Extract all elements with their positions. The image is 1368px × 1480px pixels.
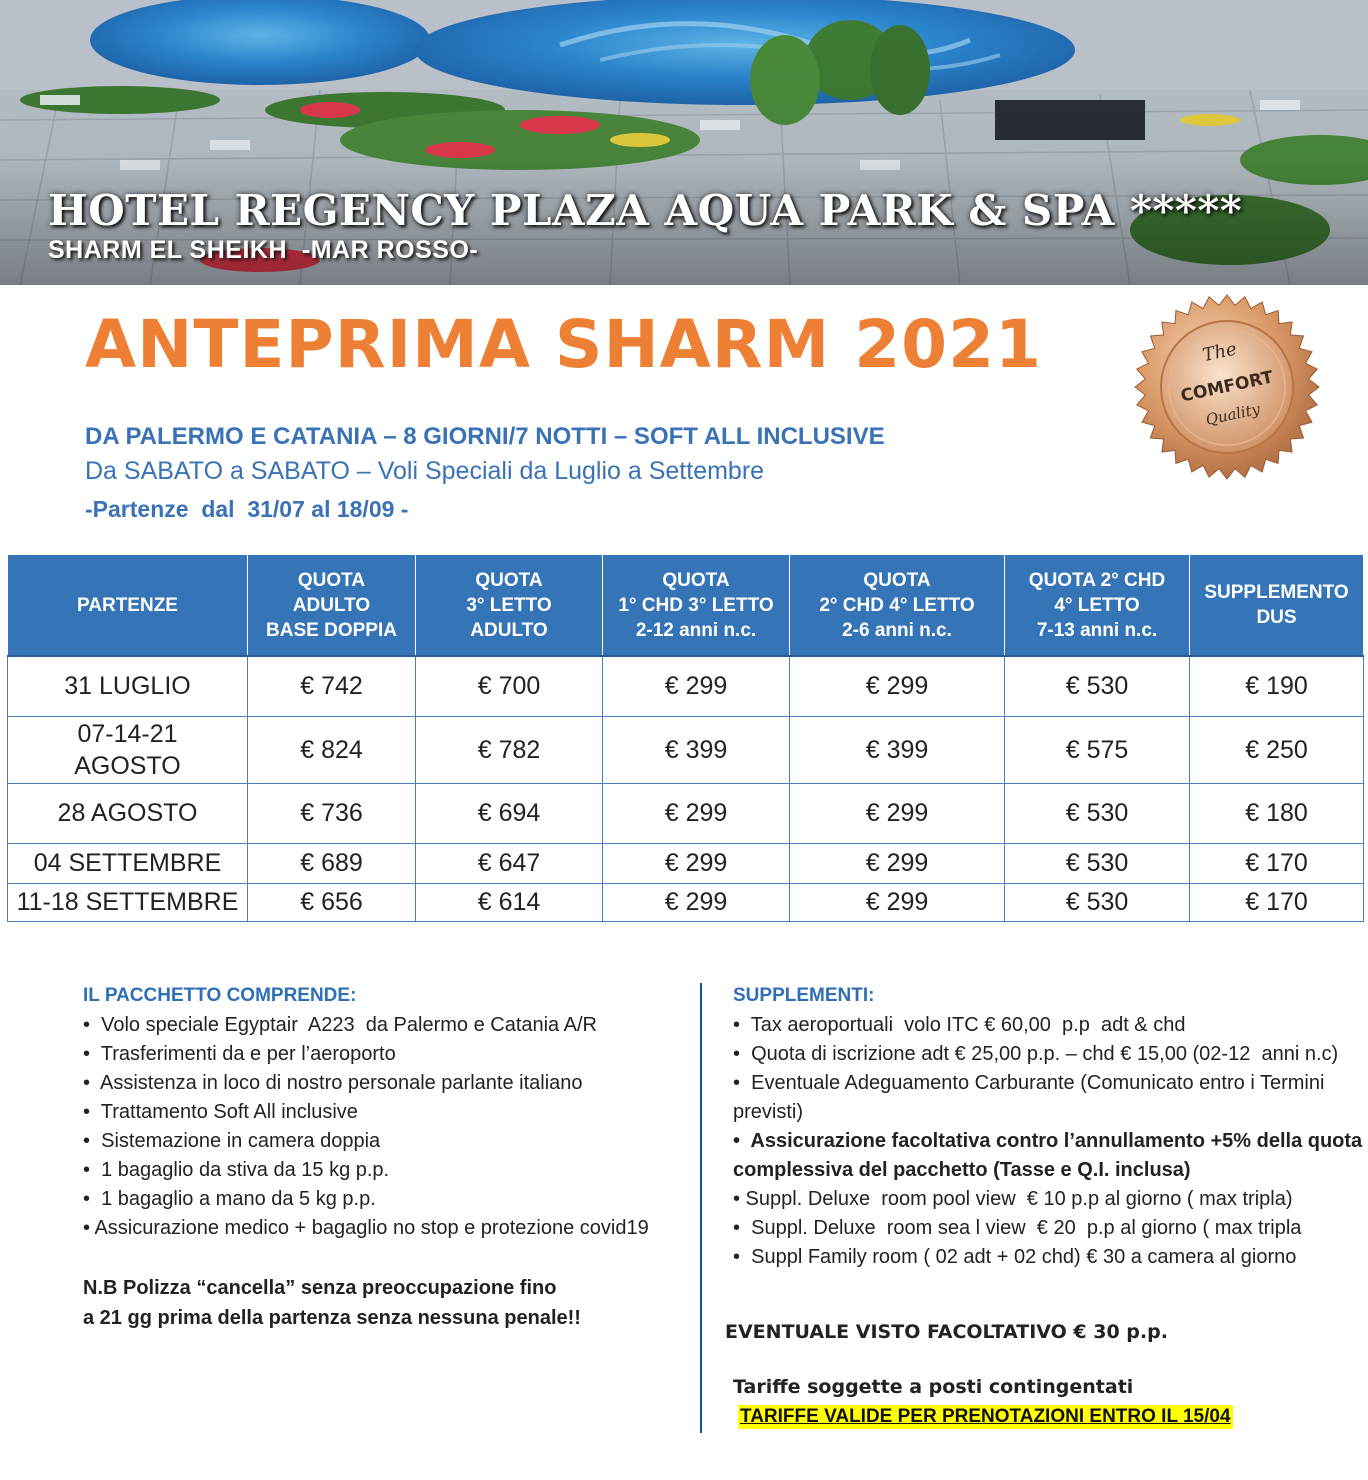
price-cell: € 299 [790,843,1005,883]
price-cell: € 250 [1190,716,1364,783]
price-table [7,554,1364,922]
list-item: • Eventuale Adeguamento Carburante (Comunicato entro i Termini previsti) [733,1072,1330,1123]
price-cell: € 694 [416,783,603,843]
list-item: • Sistemazione in camera doppia [83,1130,381,1152]
hotel-location: SHARM EL SHEIKH -MAR ROSSO- [48,236,479,264]
table-row [8,656,1364,716]
validity-notice: TARIFFE VALIDE PER PRENOTAZIONI ENTRO IL 15/04 [740,1406,1231,1427]
hero-banner [0,0,1368,285]
package-list [83,1011,673,1243]
list-item: • Assicurazione medico + bagaglio no stop e protezione covid19 [83,1217,649,1239]
price-cell: € 742 [248,656,416,716]
column-header: QUOTA ADULTO BASE DOPPIA [248,555,416,657]
price-cell: € 299 [790,883,1005,921]
package-title: IL PACCHETTO COMPRENDE: [83,985,357,1006]
price-cell: € 170 [1190,883,1364,921]
list-item: • Suppl. Deluxe room sea l view € 20 p.p al giorno ( max tripla [733,1217,1302,1239]
list-item: • 1 bagaglio da stiva da 15 kg p.p. [83,1159,390,1181]
price-cell: € 299 [603,843,790,883]
column-header: QUOTA 2° CHD 4° LETTO 2-6 anni n.c. [790,555,1005,657]
price-cell: € 736 [248,783,416,843]
svg-text:Quality: Quality [1204,399,1262,429]
list-item: • Trasferimenti da e per l’aeroporto [83,1043,396,1065]
departure-date-cell: 04 SETTEMBRE [8,843,248,883]
list-item: • Suppl. Deluxe room pool view € 10 p.p al giorno ( max tripla) [733,1188,1293,1210]
table-header-row [8,555,1364,657]
price-cell: € 530 [1005,656,1190,716]
column-header: SUPPLEMENTO DUS [1190,555,1364,657]
column-divider [700,983,702,1433]
days-info: Da SABATO a SABATO – Voli Speciali da Luglio a Settembre [85,457,765,485]
rates-note: Tariffe soggette a posti contingentati [733,1376,1134,1398]
price-cell: € 299 [603,656,790,716]
supplements-list [733,1011,1368,1272]
price-cell: € 575 [1005,716,1190,783]
price-cell: € 614 [416,883,603,921]
price-cell: € 399 [603,716,790,783]
price-cell: € 824 [248,716,416,783]
column-header: PARTENZE [8,555,248,657]
visa-note: EVENTUALE VISTO FACOLTATIVO € 30 p.p. [725,1321,1168,1343]
column-header: QUOTA 3° LETTO ADULTO [416,555,603,657]
list-item: • Tax aeroportuali volo ITC € 60,00 p.p adt & chd [733,1014,1186,1036]
departure-date-cell: 28 AGOSTO [8,783,248,843]
price-cell: € 700 [416,656,603,716]
list-item: • Assistenza in loco di nostro personale parlante italiano [83,1072,583,1094]
price-cell: € 180 [1190,783,1364,843]
price-cell: € 689 [248,843,416,883]
package-section [83,983,673,1333]
list-item: • Assicurazione facoltativa contro l’annullamento +5% della quota complessiva del pacchetto (Tasse e Q.I. inclusa) [733,1130,1368,1181]
price-cell: € 530 [1005,843,1190,883]
price-cell: € 170 [1190,843,1364,883]
price-cell: € 299 [790,783,1005,843]
table-row [8,843,1364,883]
price-cell: € 399 [790,716,1005,783]
list-item: • Trattamento Soft All inclusive [83,1101,358,1123]
svg-text:The: The [1200,338,1239,367]
list-item: • Suppl Family room ( 02 adt + 02 chd) € 30 a camera al giorno [733,1246,1297,1268]
list-item: • Volo speciale Egyptair A223 da Palermo e Catania A/R [83,1014,597,1036]
table-row [8,883,1364,921]
column-header: QUOTA 2° CHD 4° LETTO 7-13 anni n.c. [1005,555,1190,657]
departure-date-cell: 11-18 SETTEMBRE [8,883,248,921]
price-cell: € 530 [1005,783,1190,843]
supplements-title: SUPPLEMENTI: [733,985,875,1006]
list-item: • 1 bagaglio a mano da 5 kg p.p. [83,1188,376,1210]
svg-text:COMFORT: COMFORT [1179,367,1275,407]
price-cell: € 299 [603,783,790,843]
price-cell: € 530 [1005,883,1190,921]
departure-date-cell: 07-14-21 AGOSTO [8,716,248,783]
list-item: • Quota di iscrizione adt € 25,00 p.p. – chd € 15,00 (02-12 anni n.c) [733,1043,1339,1065]
price-cell: € 299 [603,883,790,921]
price-cell: € 299 [790,656,1005,716]
price-cell: € 647 [416,843,603,883]
route-info: DA PALERMO E CATANIA – 8 GIORNI/7 NOTTI – SOFT ALL INCLUSIVE [85,423,885,450]
page-title: ANTEPRIMA SHARM 2021 [85,306,1042,383]
price-cell: € 782 [416,716,603,783]
table-row [8,716,1364,783]
hotel-name: HOTEL REGENCY PLAZA AQUA PARK & SPA ***** [48,186,1243,235]
period-info: -Partenze dal 31/07 al 18/09 - [85,496,409,522]
price-cell: € 190 [1190,656,1364,716]
table-row [8,783,1364,843]
supplements-section [733,983,1368,1272]
comfort-quality-badge [1132,292,1322,482]
departure-date-cell: 31 LUGLIO [8,656,248,716]
price-cell: € 656 [248,883,416,921]
column-header: QUOTA 1° CHD 3° LETTO 2-12 anni n.c. [603,555,790,657]
cancellation-note: N.B Polizza “cancella” senza preoccupazione fino a 21 gg prima della partenza senza nessuna penale!! [83,1277,581,1329]
